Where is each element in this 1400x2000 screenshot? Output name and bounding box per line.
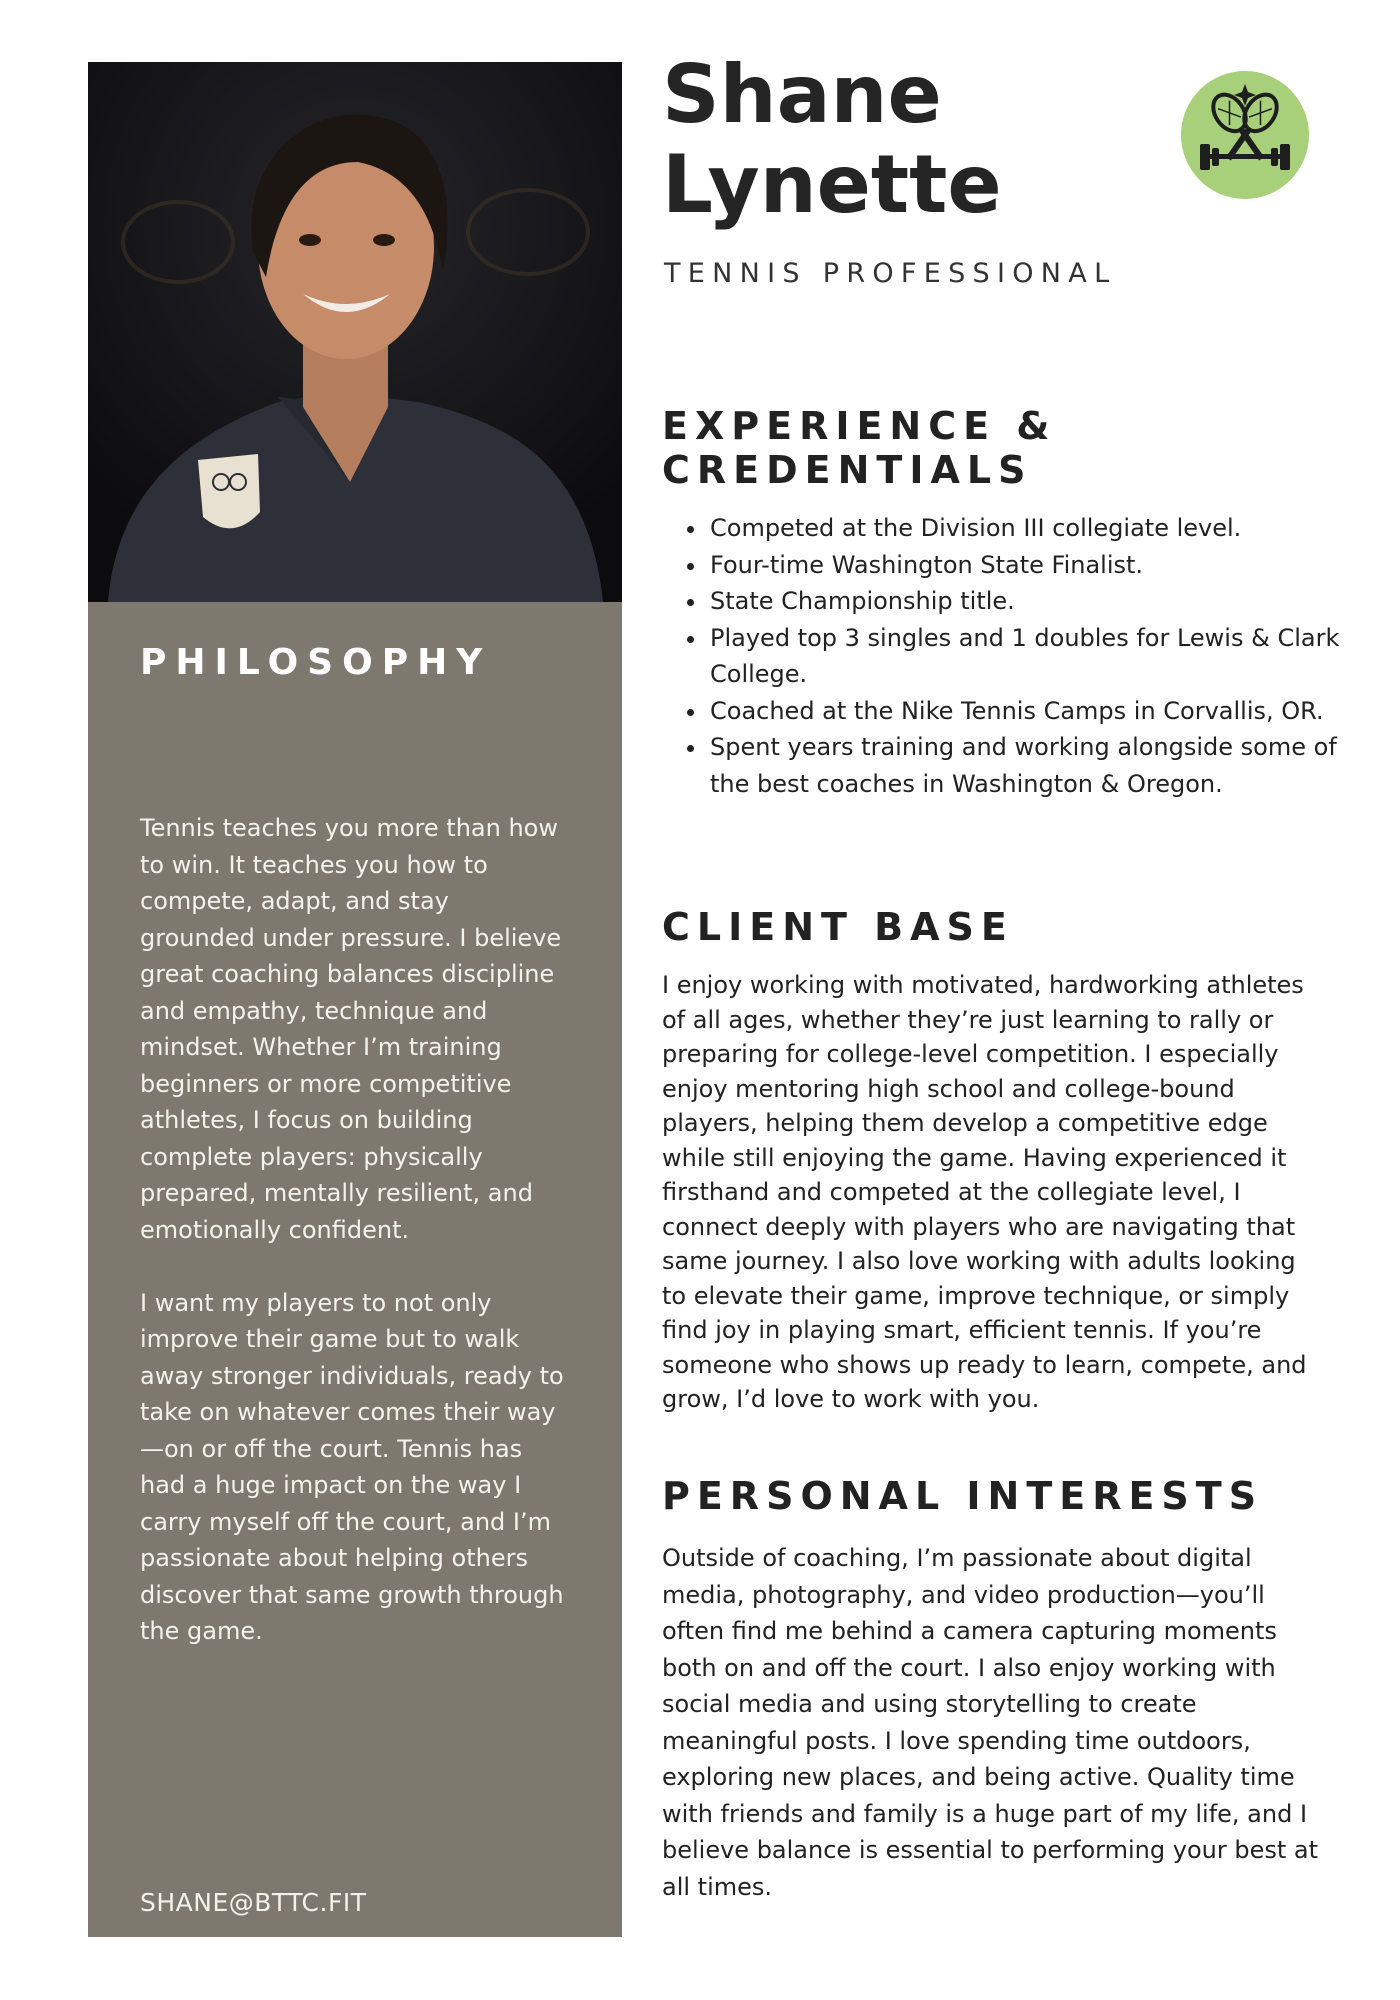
profile-photo bbox=[88, 62, 622, 602]
experience-heading-line: CREDENTIALS bbox=[662, 448, 1033, 492]
list-item: • Played top 3 singles and 1 doubles for Lewis & Clark College. bbox=[708, 620, 1368, 693]
philosophy-heading: PHILOSOPHY bbox=[140, 642, 492, 683]
philosophy-paragraph: Tennis teaches you more than how to win. It teaches you how to compete, adapt, and stay grounded under pressure. I believe great coaching balances discipline and empathy, technique and mindset. Whether I’m training beginners or more competitive athletes, I focus on building complete players: physically prepared, mentally resilient, and emotionally confident. bbox=[140, 814, 562, 1244]
personal-interests-heading: PERSONAL INTERESTS bbox=[662, 1474, 1264, 1518]
client-base-heading: CLIENT BASE bbox=[662, 905, 1014, 949]
personal-interests-text: Outside of coaching, I’m passionate about digital media, photography, and video production—you’ll often find me behind a camera capturing moments both on and off the court. I also enjoy working with social media and using storytelling to create meaningful posts. I love spending time outdoors, exploring new places, and being active. Quality time with friends and family is a huge part of my life, and I believe balance is essential to performing your best at all times. bbox=[662, 1544, 1318, 1901]
crossed-rackets-barbell-logo-icon bbox=[1180, 70, 1310, 200]
name-first: Shane bbox=[662, 48, 942, 141]
client-base-text: I enjoy working with motivated, hardworking athletes of all ages, whether they’re just learning to rally or preparing for college-level competition. I especially enjoy mentoring high school and college-bound players, helping them develop a competitive edge while still enjoying the game. Having experienced it firsthand and competed at the collegiate level, I connect deeply with players who are navigating that same journey. I also love working with adults looking to elevate their game, improve technique, or simply find joy in playing smart, efficient tennis. If you’re someone who shows up ready to learn, compete, and grow, I’d love to work with you. bbox=[662, 971, 1307, 1413]
bttc-crest-icon bbox=[198, 454, 260, 528]
list-item: • State Championship title. bbox=[708, 583, 1368, 620]
list-item: • Four-time Washington State Finalist. bbox=[708, 547, 1368, 584]
profile-name bbox=[662, 50, 1162, 230]
sidebar bbox=[88, 62, 622, 1937]
list-item: • Spent years training and working alongside some of the best coaches in Washington & Oregon. bbox=[708, 729, 1368, 802]
name-last: Lynette bbox=[662, 138, 1002, 231]
list-item: • Competed at the Division III collegiate level. bbox=[708, 510, 1368, 547]
experience-heading-line: EXPERIENCE & bbox=[662, 404, 1057, 448]
email-link[interactable]: SHANE@BTTC.FIT bbox=[140, 1888, 367, 1917]
portrait-illustration bbox=[88, 62, 622, 602]
list-item: • Coached at the Nike Tennis Camps in Corvallis, OR. bbox=[708, 693, 1368, 730]
experience-heading bbox=[662, 404, 1056, 492]
philosophy-paragraph: I want my players to not only improve their game but to walk away stronger individuals, ready to take on whatever comes their way—on or off the court. Tennis has had a huge impact on the way I carry myself off the court, and I’m passionate about helping others discover that same growth through the game. bbox=[140, 1288, 564, 1645]
profile-title: TENNIS PROFESSIONAL bbox=[664, 258, 1117, 289]
experience-list bbox=[662, 510, 1368, 802]
philosophy-text bbox=[140, 810, 570, 1686]
